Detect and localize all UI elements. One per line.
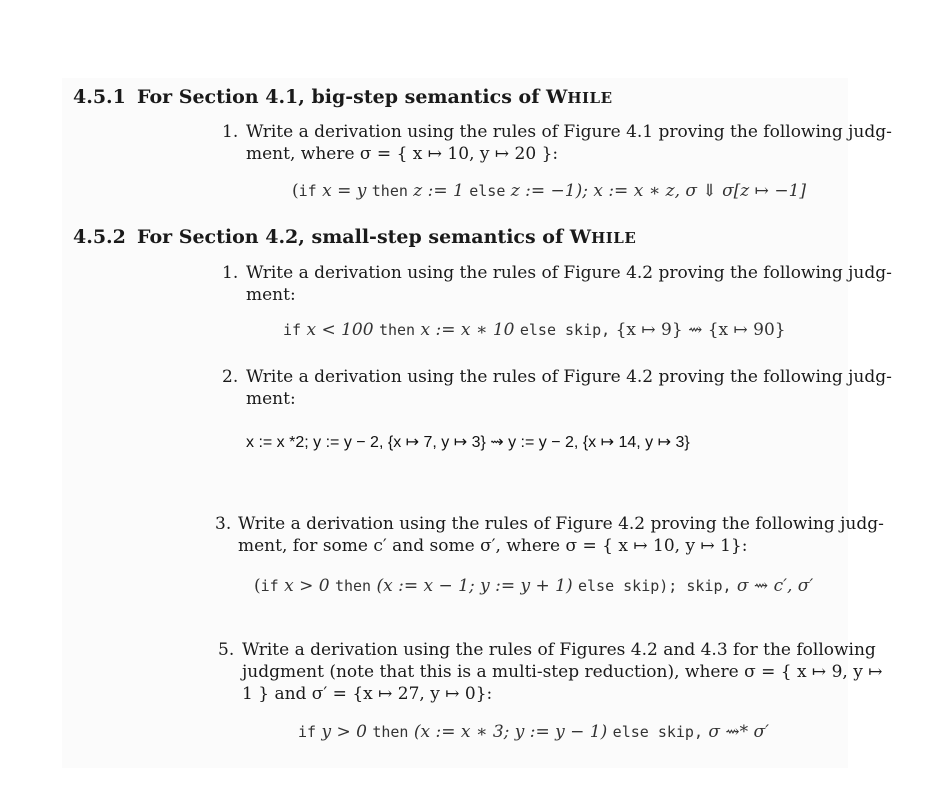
list-item: 5. bbox=[218, 640, 235, 660]
list-item: 3. bbox=[215, 514, 232, 534]
question-text: Write a derivation using the rules of Figure 4.1 proving the following judg- ment, where σ = { x ↦ 10, y ↦ 20 }: bbox=[246, 122, 892, 164]
section-heading-4-5-2 bbox=[0, 226, 941, 252]
list-item: 1. bbox=[222, 122, 239, 142]
list-item: 2. bbox=[222, 367, 239, 387]
judgment-formula: x := x *2; y := y − 2, {x ↦ 7, y ↦ 3} ⇝ y := y − 2, {x ↦ 14, y ↦ 3} bbox=[246, 434, 690, 451]
question-text: Write a derivation using the rules of Figure 4.2 proving the following judg- ment: bbox=[246, 263, 892, 305]
question-text: Write a derivation using the rules of Figure 4.2 proving the following judg- ment: bbox=[246, 367, 892, 409]
question-text: Write a derivation using the rules of Figure 4.2 proving the following judg- ment, for some c′ and some σ′, where σ = { x ↦ 10, y ↦ 1}: bbox=[238, 514, 884, 556]
question-text: Write a derivation using the rules of Figures 4.2 and 4.3 for the following judgment (note that this is a multi-step reduction), where σ = { x ↦ 9, y ↦ 1 } and σ′ = {x ↦ 27, y ↦ 0}: bbox=[242, 640, 883, 704]
judgment-formula: if x < 100 then x := x ∗ 10 else skip, {x ↦ 9} ⇝ {x ↦ 90} bbox=[283, 320, 786, 340]
judgment-formula: (if x = y then z := 1 else z := −1); x := x ∗ z, σ ⇓ σ[z ↦ −1] bbox=[292, 181, 807, 201]
section-title: For Section 4.2, small-step semantics of WHILE bbox=[137, 226, 637, 248]
section-number: 4.5.2 bbox=[73, 226, 126, 248]
section-title: For Section 4.1, big-step semantics of WHILE bbox=[137, 86, 613, 108]
section-heading-4-5-1 bbox=[0, 86, 941, 112]
judgment-formula: if y > 0 then (x := x ∗ 3; y := y − 1) else skip, σ ⇝* σ′ bbox=[298, 722, 770, 742]
section-number: 4.5.1 bbox=[73, 86, 126, 108]
judgment-formula: (if x > 0 then (x := x − 1; y := y + 1) else skip); skip, σ ⇝ c′, σ′ bbox=[254, 576, 814, 596]
list-item: 1. bbox=[222, 263, 239, 283]
